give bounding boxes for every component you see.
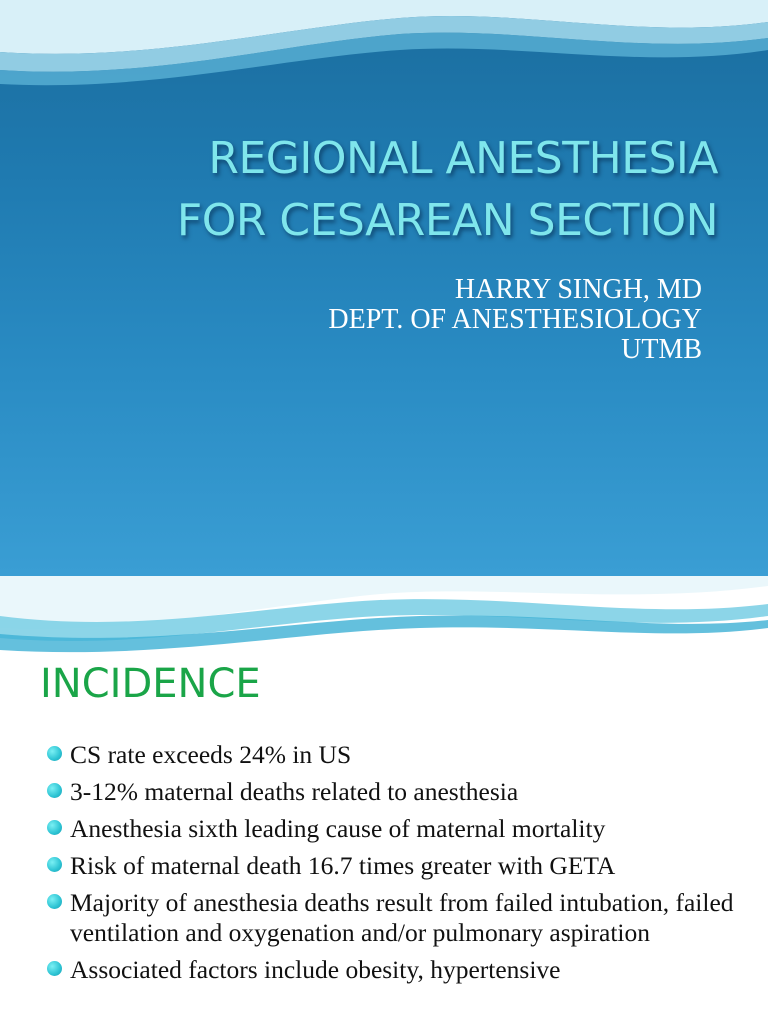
title-line: FOR CESAREAN SECTION: [176, 195, 718, 246]
list-item: [44, 777, 764, 807]
list-item: [44, 740, 764, 770]
teal-circle-bullet-icon: [47, 894, 62, 909]
list-item: [44, 955, 764, 985]
teal-circle-bullet-icon: [47, 857, 62, 872]
institution: UTMB: [621, 334, 702, 365]
slide-heading: INCIDENCE: [40, 661, 261, 707]
bullet-text: CS rate exceeds 24% in US: [70, 740, 352, 769]
teal-circle-bullet-icon: [47, 961, 62, 976]
bullet-text: Associated factors include obesity, hypertensive: [70, 955, 561, 984]
bullet-text: Anesthesia sixth leading cause of maternal mortality: [70, 814, 606, 843]
wave-decoration-icon: [0, 576, 768, 666]
slide-title: [40, 128, 718, 252]
wave-decoration-icon: [0, 0, 768, 110]
bullet-list: [44, 740, 764, 992]
bullet-text: 3-12% maternal deaths related to anesthesia: [70, 777, 519, 806]
bullet-text: Majority of anesthesia deaths result from failed intubation, failed ventilation and oxygenation and/or pulmonary aspiration: [70, 888, 734, 947]
bullet-text: Risk of maternal death 16.7 times greater with GETA: [70, 851, 616, 880]
list-item: [44, 888, 764, 948]
teal-circle-bullet-icon: [47, 820, 62, 835]
title-line: REGIONAL ANESTHESIA: [208, 133, 718, 184]
teal-circle-bullet-icon: [47, 783, 62, 798]
author-name: HARRY SINGH, MD: [454, 274, 702, 305]
teal-circle-bullet-icon: [47, 746, 62, 761]
slide-subtitle: [328, 275, 702, 365]
incidence-slide: [0, 576, 768, 1024]
list-item: [44, 851, 764, 881]
list-item: [44, 814, 764, 844]
department: DEPT. OF ANESTHESIOLOGY: [328, 304, 702, 335]
